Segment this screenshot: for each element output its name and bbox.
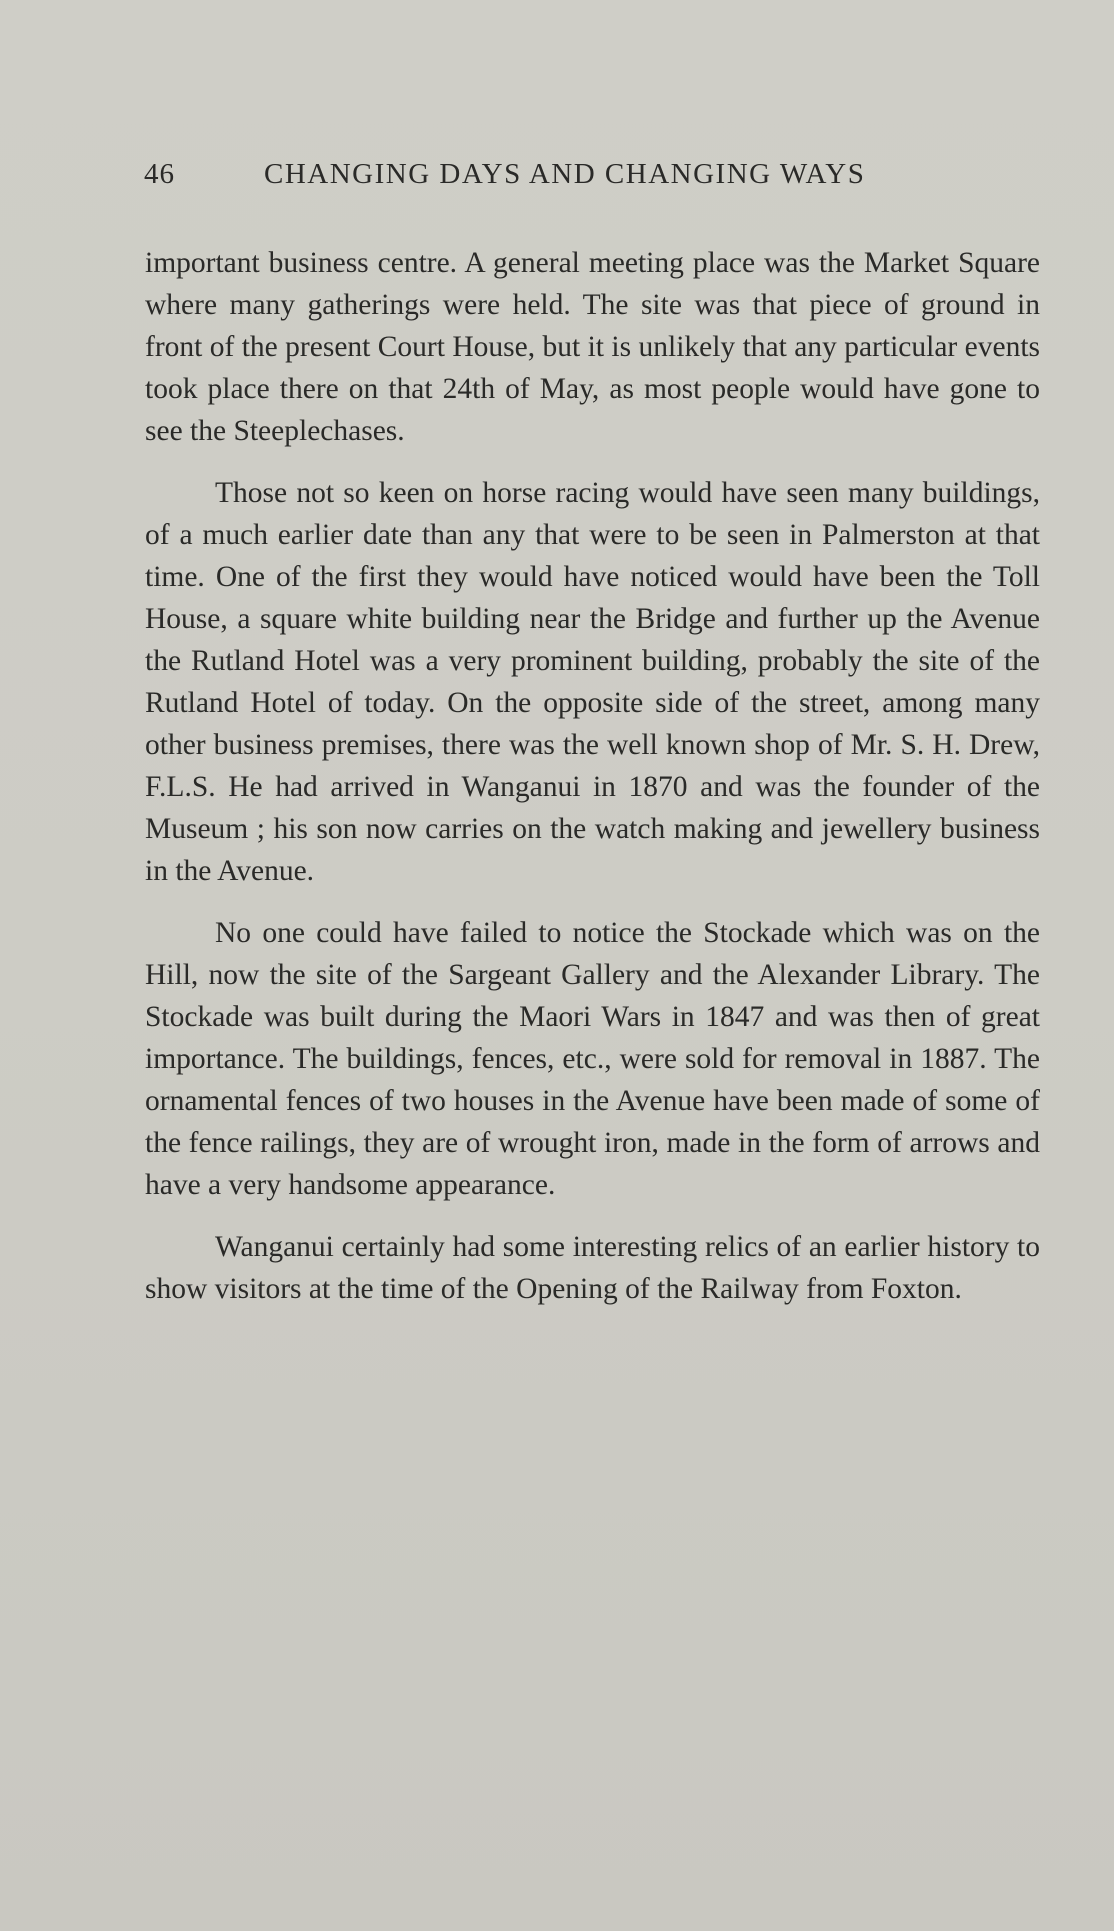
body-text — [145, 242, 1040, 1330]
paragraph-buildings: Those not so keen on horse racing would have seen many buildings, of a much earlier date than any that were to be seen in Palmerston at that time. One of the first they would have noticed would have been the Toll House, a square white building near the Bridge and further up the Avenue the Rutland Hotel was a very prominent building, probably the site of the Rutland Hotel of today. On the opposite side of the street, among many other business premises, there was the well known shop of Mr. S. H. Drew, F.L.S. He had arrived in Wanganui in 1870 and was the founder of the Museum ; his son now carries on the watch making and jewellery business in the Avenue. — [145, 477, 1040, 887]
page-number: 46 — [144, 158, 175, 190]
running-head — [144, 158, 1044, 198]
paragraph-continuation: important business centre. A general meeting place was the Market Square where many gatherings were held. The site was that piece of ground in front of the present Court House, but it is unlikely that any particular events took place there on that 24th of May, as most people would have gone to see the Steeplechases. — [145, 247, 1040, 447]
running-title: CHANGING DAYS AND CHANGING WAYS — [264, 158, 866, 190]
paragraph-relics: Wanganui certainly had some interesting relics of an earlier history to show visitors at the time of the Opening of the Railway from Foxton. — [145, 1231, 1040, 1305]
paragraph-stockade: No one could have failed to notice the Stockade which was on the Hill, now the site of the Sargeant Gallery and the Alexander Library. The Stockade was built during the Maori Wars in 1847 and was then of great importance. The buildings, fences, etc., were sold for removal in 1887. The ornamental fences of two houses in the Avenue have been made of some of the fence railings, they are of wrought iron, made in the form of arrows and have a very handsome appearance. — [145, 917, 1040, 1201]
